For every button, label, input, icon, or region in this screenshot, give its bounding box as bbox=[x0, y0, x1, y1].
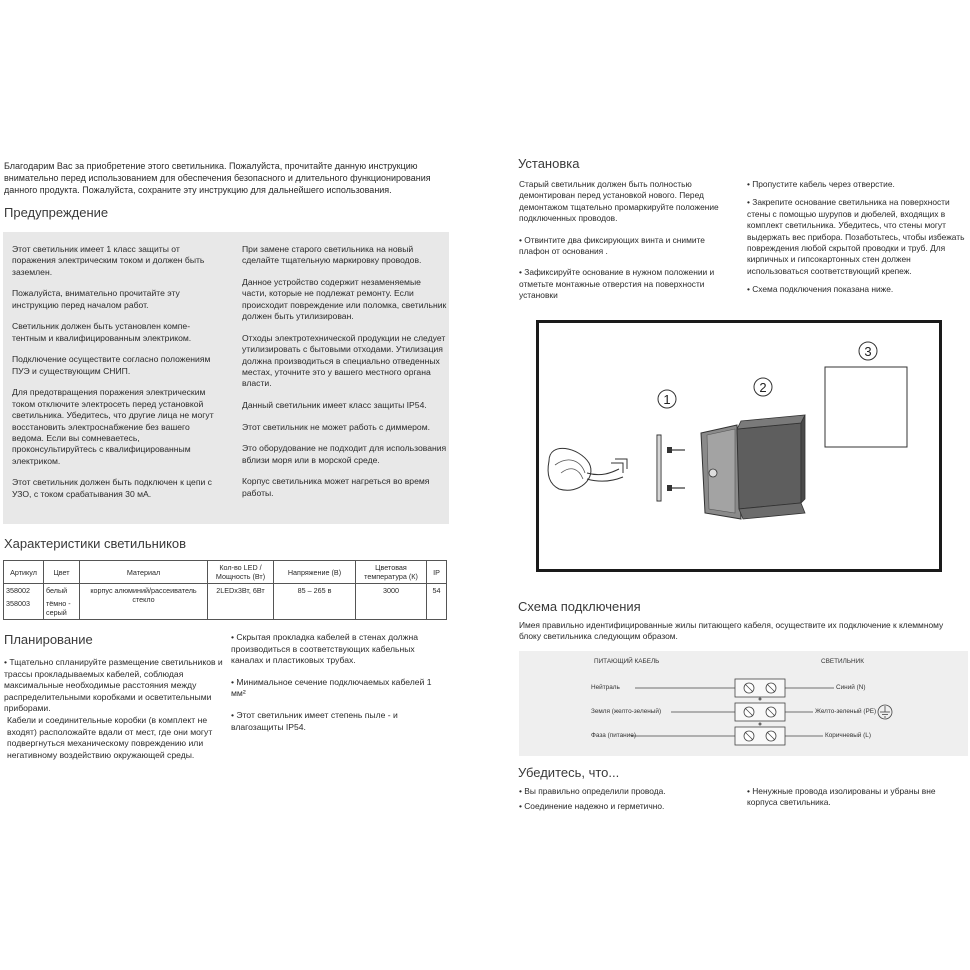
installation-item: • Закрепите основание светильника на поверхности стены с помощью шурупов и дюбелей, входящих в комплект светильника. Убедитесь, что стены могут выдержать вес прибора. Позаботьтесь, чтобы избежать повреждения любой скрытой проводки и труб. Для кирпичных и гипсокартонных стен должен использоваться соответствующий крепеж. bbox=[747, 197, 965, 276]
ip-cell: 54 bbox=[427, 584, 447, 620]
check-left-column bbox=[519, 786, 739, 813]
color-value: тёмно - серый bbox=[46, 599, 71, 617]
check-item: • Вы правильно определили провода. bbox=[519, 786, 666, 796]
luminaire-wire-brown: Коричневый (L) bbox=[825, 732, 871, 739]
planning-item: • Этот светильник имеет степень пыле - и влагозащиты IP54. bbox=[231, 709, 398, 732]
table-header-cell: Материал bbox=[80, 561, 208, 584]
luminaire-wire-yellow-green: Желто-зеленый (PE) bbox=[815, 708, 877, 715]
warning-right-column bbox=[242, 244, 447, 509]
warning-item: Данный светильник имеет класс защиты IP54. bbox=[242, 400, 427, 411]
planning-title: Планирование bbox=[4, 632, 93, 647]
article-value: 358002 bbox=[6, 586, 30, 595]
warning-item: Пожалуйста, внимательно прочитайте эту инструкцию перед началом работ. bbox=[12, 288, 180, 310]
power-cell: 2LEDх3Вт, 6Вт bbox=[208, 584, 274, 620]
check-title: Убедитесь, что... bbox=[518, 765, 620, 780]
warning-item: Корпус светильника может нагреться во время работы. bbox=[242, 476, 430, 498]
planning-item: Кабели и соединительные коробки (в комплект не входят) расположайте вдали от мест, где они могут подвергнуться механическому повреждению или негативному воздействию окружающей среды. bbox=[7, 714, 213, 760]
warning-left-column bbox=[12, 244, 217, 510]
installation-item: • Схема подключения показана ниже. bbox=[747, 284, 894, 295]
wiring-text: Имея правильно идентифицированные жилы питающего кабеля, осуществите их подключение к клеммному блоку светильника следующим образом. bbox=[519, 620, 944, 642]
warning-item: Светильник должен быть установлен компетентным и квалифицированным электриком. bbox=[12, 321, 192, 343]
check-right-column bbox=[747, 786, 967, 809]
installation-left-column bbox=[519, 179, 737, 302]
step-label: 1 bbox=[663, 392, 671, 407]
warning-item: Данное устройство содержит незаменяемые части, которые не подлежат ремонту. Если происходит повреждение или поломка, светильник должен быть утилизирован. bbox=[242, 277, 447, 322]
specs-title: Характеристики светильников bbox=[4, 536, 187, 551]
installation-right-column bbox=[747, 179, 969, 296]
wiring-title: Схема подключения bbox=[518, 599, 641, 614]
terminal-block bbox=[519, 651, 968, 756]
warning-item: Подключение осуществите согласно положениям ПУЭ и существующим СНИП. bbox=[12, 354, 211, 376]
planning-right-column bbox=[231, 632, 446, 733]
planning-item: • Скрытая прокладка кабелей в стенах должна производиться в соответствующих кабельных каналах и пластиковых трубах. bbox=[231, 632, 418, 666]
warning-item: Отходы электротехнической продукции не следует утилизировать с бытовыми отходами. Утилизация должна производиться в специально отведенных местах, уточните это у вашего местного органа власти. bbox=[242, 332, 446, 389]
table-header-cell: IP bbox=[427, 561, 447, 584]
planning-item: • Тщательно спланируйте размещение светильников и трассы прокладываемых кабелей, соблюдая максимальные необходимые расстояния между распределительными коробками и осветительными приборами. bbox=[4, 657, 223, 714]
wire-label-neutral: Нейтраль bbox=[591, 684, 620, 691]
specs-table bbox=[3, 560, 447, 620]
table-header-cell: Цветовая температура (К) bbox=[356, 561, 427, 584]
earth-icon bbox=[878, 705, 892, 719]
planning-item: • Минимальное сечение подключаемых кабелей 1 мм² bbox=[231, 676, 432, 699]
installation-item: Старый светильник должен быть полностью демонтирован перед установкой нового. Перед демонтажом тщательно промаркируйте положение подключенных проводов. bbox=[519, 179, 719, 224]
intro-text: Благодарим Вас за приобретение этого светильника. Пожалуйста, прочитайте данную инструкцию внимательно перед использованием для обеспечения безопасного и длительного функционирования данного продукта. Пожалуйста, сохраните эту инструкцию для дальнейшего использования. bbox=[4, 161, 431, 195]
table-header-cell: Напряжение (В) bbox=[274, 561, 356, 584]
wire-label-phase: Фаза (питание) bbox=[591, 732, 636, 739]
table-header-cell: Кол-во LED / Мощность (Вт) bbox=[208, 561, 274, 584]
table-header-cell: Цвет bbox=[44, 561, 80, 584]
luminaire-wire-blue: Синий (N) bbox=[836, 684, 866, 691]
warning-item: Этот светильник имеет 1 класс защиты от поражения электрическим током и должен быть заземлен. bbox=[12, 244, 205, 277]
warning-item: Этот светильник не может работь с диммером. bbox=[242, 421, 431, 432]
warning-title: Предупреждение bbox=[4, 205, 109, 220]
installation-item: • Отвинтите два фиксирующих винта и снимите плафон от основания . bbox=[519, 234, 705, 257]
warning-item: При замене старого светильника на новый сделайте тщательную маркировку проводов. bbox=[242, 244, 422, 266]
warning-item: Это оборудование не подходит для использования вблизи моря или в морской среде. bbox=[242, 443, 447, 465]
planning-left-column bbox=[4, 657, 226, 761]
step-label: 2 bbox=[759, 380, 767, 395]
material-cell: корпус алюминий/рассеиватель стекло bbox=[80, 584, 208, 620]
installation-item: • Пропустите кабель через отверстие. bbox=[747, 179, 895, 189]
warning-item: Этот светильник должен быть подключен к цепи с УЗО, с током срабатывания 30 мА. bbox=[12, 477, 212, 499]
article-cell bbox=[4, 584, 44, 620]
table-header-row bbox=[4, 561, 447, 584]
warning-box bbox=[3, 232, 449, 524]
step-label: 3 bbox=[864, 344, 872, 359]
luminaire-header: СВЕТИЛЬНИК bbox=[821, 658, 864, 665]
temperature-cell: 3000 bbox=[356, 584, 427, 620]
color-value: белый bbox=[46, 586, 68, 595]
table-row bbox=[4, 584, 447, 620]
warning-item: Для предотвращения поражения электрическим током отключите электросеть перед установкой светильника. Убедитесь, что другие лица не могут восстановить электроснабжение без вашего ведома. Если вы сомневаетесь, проконсультируйтесь с квалифицированным электриком. bbox=[12, 387, 214, 466]
wire-label-earth: Земля (желто-зеленый) bbox=[591, 708, 662, 715]
article-value: 358003 bbox=[6, 599, 30, 608]
color-cell bbox=[44, 584, 80, 620]
check-item: • Соединение надежно и герметично. bbox=[519, 801, 665, 812]
check-item: • Ненужные провода изолированы и убраны вне корпуса светильника. bbox=[747, 786, 936, 808]
installation-illustration bbox=[539, 323, 939, 569]
supply-cable-header: ПИТАЮЩИЙ КАБЕЛЬ bbox=[594, 658, 660, 665]
installation-title: Установка bbox=[518, 156, 580, 171]
table-header-cell: Артикул bbox=[4, 561, 44, 584]
wiring-diagram bbox=[519, 651, 968, 756]
voltage-cell: 85 – 265 в bbox=[274, 584, 356, 620]
installation-diagram bbox=[536, 320, 942, 572]
installation-item: • Зафиксируйте основание в нужном положении и отметьте монтажные отверстия на поверхности установки bbox=[519, 267, 715, 301]
